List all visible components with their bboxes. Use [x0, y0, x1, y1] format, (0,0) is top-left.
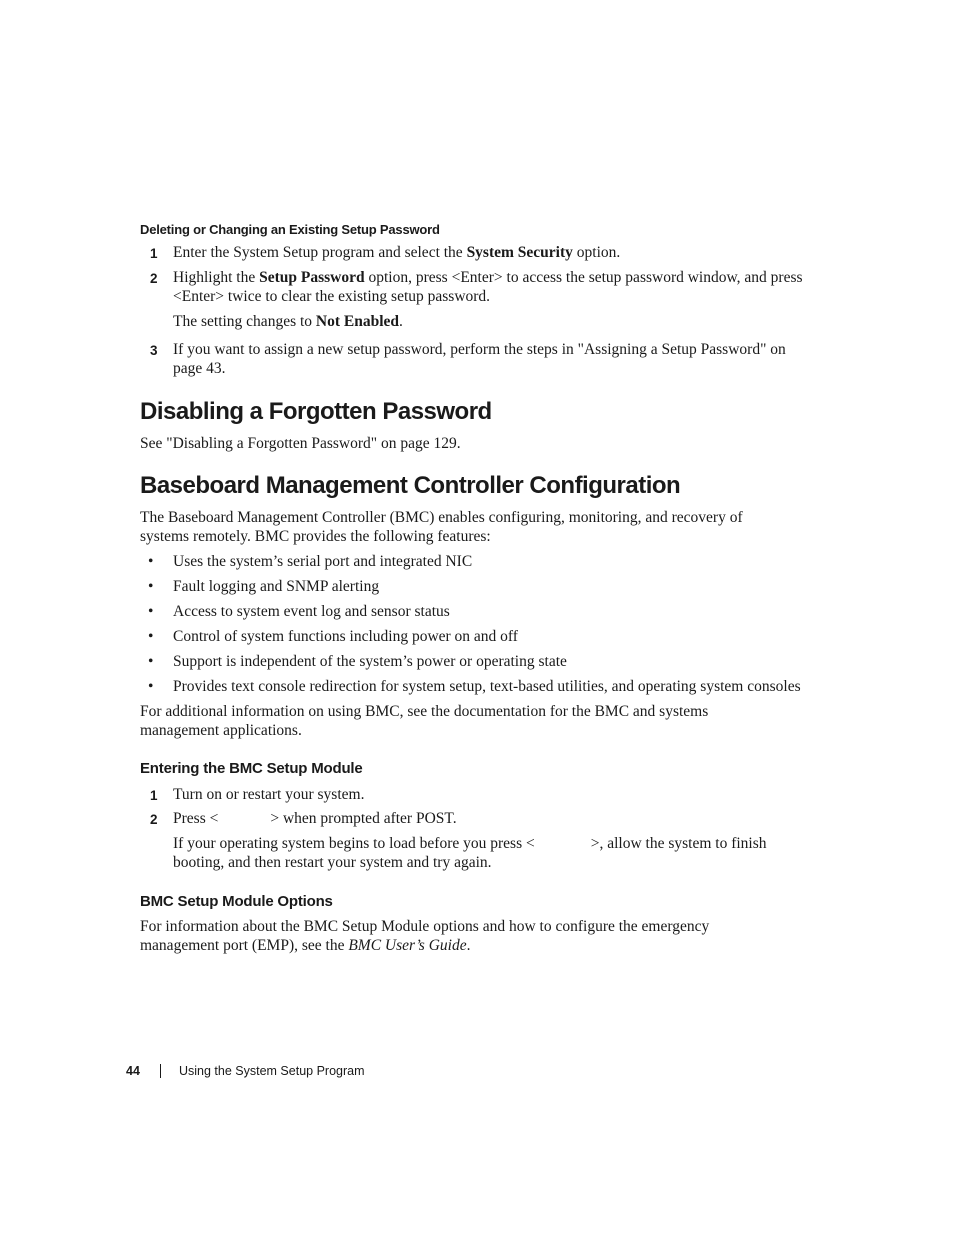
page-number: 44	[126, 1064, 140, 1078]
section-heading-disabling-forgotten-password: Disabling a Forgotten Password	[140, 398, 492, 425]
bullet-item: Support is independent of the system’s power or operating state	[173, 653, 567, 670]
paragraph: For information about the BMC Setup Module options and how to configure the emergency	[140, 918, 710, 935]
step-text-continued: page 43.	[173, 360, 226, 377]
bullet-item: Uses the system’s serial port and integrated NIC	[173, 553, 473, 570]
step-text-continued: <Enter> twice to clear the existing setup password.	[173, 288, 491, 305]
step-text: Enter the System Setup program and select the System Security option.	[173, 244, 621, 261]
paragraph: For additional information on using BMC, see the documentation for the BMC and systems	[140, 703, 709, 720]
paragraph: management applications.	[140, 722, 302, 739]
step-text: Turn on or restart your system.	[173, 786, 365, 803]
step-text: If you want to assign a new setup password, perform the steps in "Assigning a Setup Password" on	[173, 341, 786, 358]
bullet-marker: •	[148, 578, 154, 595]
section-heading-bmc-configuration: Baseboard Management Controller Configuration	[140, 472, 681, 499]
footer-divider	[160, 1064, 161, 1078]
step-number: 1	[150, 246, 158, 261]
step-note: The setting changes to Not Enabled.	[173, 313, 403, 330]
step-number: 2	[150, 271, 158, 286]
step-number: 3	[150, 343, 158, 358]
bullet-item: Control of system functions including power on and off	[173, 628, 518, 645]
bullet-marker: •	[148, 553, 154, 570]
bullet-marker: •	[148, 603, 154, 620]
bullet-item: Provides text console redirection for system setup, text-based utilities, and operating system consoles	[173, 678, 801, 695]
bullet-item: Fault logging and SNMP alerting	[173, 578, 380, 595]
step-note-continued: booting, and then restart your system and try again.	[173, 854, 492, 871]
step-note: If your operating system begins to load before you press < >, allow the system to finish	[173, 835, 767, 852]
step-text: Press < > when prompted after POST.	[173, 810, 457, 827]
section-heading-entering-bmc-setup: Entering the BMC Setup Module	[140, 760, 363, 777]
step-number: 1	[150, 788, 158, 803]
paragraph: management port (EMP), see the BMC User’s Guide.	[140, 937, 471, 954]
paragraph: systems remotely. BMC provides the following features:	[140, 528, 491, 545]
bullet-marker: •	[148, 653, 154, 670]
paragraph: The Baseboard Management Controller (BMC) enables configuring, monitoring, and recovery of	[140, 509, 743, 526]
bullet-marker: •	[148, 628, 154, 645]
step-number: 2	[150, 812, 158, 827]
paragraph: See "Disabling a Forgotten Password" on page 129.	[140, 435, 461, 452]
section-heading-bmc-setup-options: BMC Setup Module Options	[140, 893, 333, 910]
footer-title: Using the System Setup Program	[179, 1064, 365, 1078]
section-heading-delete-setup-password: Deleting or Changing an Existing Setup Password	[140, 222, 440, 237]
step-text: Highlight the Setup Password option, press <Enter> to access the setup password window, and press	[173, 269, 803, 286]
bullet-item: Access to system event log and sensor status	[173, 603, 450, 620]
bullet-marker: •	[148, 678, 154, 695]
